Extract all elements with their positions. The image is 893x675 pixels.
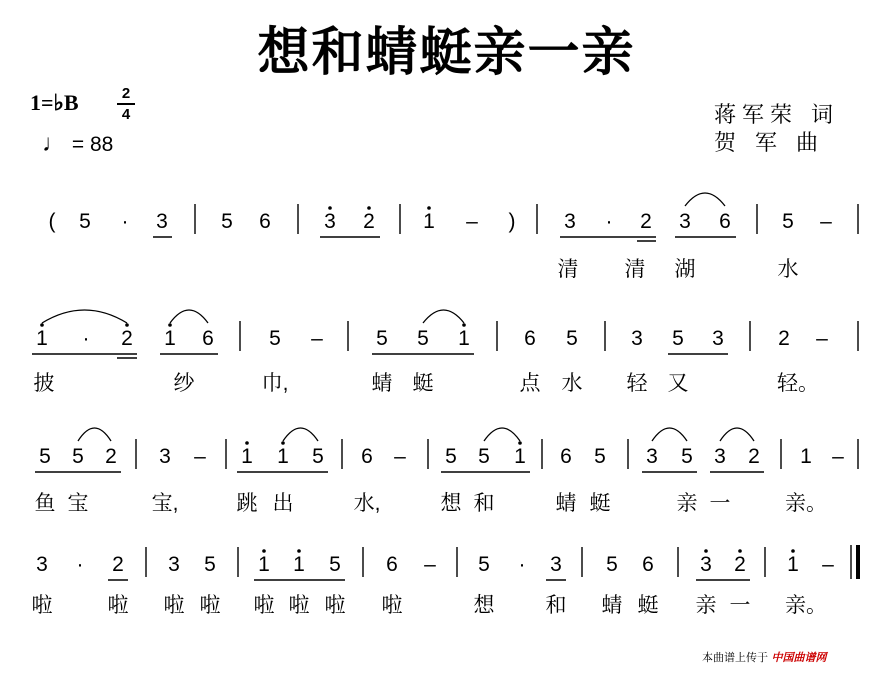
dot: · — [518, 553, 526, 576]
note: 1 — [787, 553, 799, 576]
note: 6 — [719, 210, 731, 233]
slur — [170, 310, 208, 323]
note: 5 — [312, 445, 324, 468]
lyric: 轻 — [626, 372, 648, 395]
note: 6 — [202, 327, 214, 350]
lyric: 蜻 — [601, 594, 623, 617]
note: 1 — [293, 553, 305, 576]
note: 1 — [514, 445, 526, 468]
note: 3 — [646, 445, 658, 468]
dash: – — [816, 327, 828, 350]
footer-uploaded: 本曲谱上传于 — [702, 651, 768, 664]
time-bottom: 4 — [121, 106, 131, 123]
note: 1 — [423, 210, 435, 233]
note: 1 — [258, 553, 270, 576]
lyric: 啦 — [107, 594, 129, 617]
dot: · — [76, 553, 84, 576]
lyric: 清 — [624, 258, 646, 281]
high-dot — [462, 323, 466, 327]
lyric: 跳 — [236, 492, 258, 515]
high-dot — [518, 441, 522, 445]
note: 5 — [681, 445, 693, 468]
lyric: 想 — [440, 492, 462, 515]
lyric: 啦 — [163, 594, 185, 617]
note: 6 — [524, 327, 536, 350]
note: 3 — [550, 553, 562, 576]
lyric: 亲 — [676, 492, 698, 515]
lyric: 轻。 — [777, 372, 819, 395]
slur — [720, 428, 754, 441]
footer — [702, 649, 827, 665]
page-title: 想和蜻蜓亲一亲 — [257, 23, 636, 83]
paren: ) — [508, 210, 516, 233]
note: 5 — [478, 553, 490, 576]
note: 3 — [36, 553, 48, 576]
high-dot — [297, 549, 301, 553]
high-dot — [125, 323, 129, 327]
high-dot — [262, 549, 266, 553]
lyric: 一 — [729, 594, 751, 617]
lyric: 啦 — [324, 594, 346, 617]
note: 5 — [72, 445, 84, 468]
high-dot — [281, 441, 285, 445]
dash: – — [466, 210, 478, 233]
dot: · — [82, 327, 90, 350]
lyric: 亲。 — [785, 594, 827, 617]
note: 5 — [417, 327, 429, 350]
dash: – — [394, 445, 406, 468]
note: 6 — [361, 445, 373, 468]
time-top: 2 — [121, 85, 131, 102]
note: 2 — [112, 553, 124, 576]
lyric: 巾, — [261, 372, 289, 395]
dash: – — [311, 327, 323, 350]
note: 5 — [79, 210, 91, 233]
note: 1 — [277, 445, 289, 468]
lyric: 啦 — [199, 594, 221, 617]
note: 5 — [566, 327, 578, 350]
note: 3 — [168, 553, 180, 576]
note: 3 — [714, 445, 726, 468]
note: 1 — [241, 445, 253, 468]
high-dot — [367, 206, 371, 210]
note: 5 — [606, 553, 618, 576]
note: 3 — [631, 327, 643, 350]
lyric: 水, — [353, 492, 381, 515]
note: 6 — [642, 553, 654, 576]
dash: – — [820, 210, 832, 233]
lyric: 蜓 — [412, 372, 434, 395]
note: 5 — [329, 553, 341, 576]
note: 3 — [679, 210, 691, 233]
note: 2 — [748, 445, 760, 468]
note: 3 — [712, 327, 724, 350]
lyric: 水 — [777, 258, 799, 281]
note: 3 — [159, 445, 171, 468]
note: 2 — [121, 327, 133, 350]
note: 5 — [478, 445, 490, 468]
lyric: 鱼 — [34, 492, 56, 515]
slur — [652, 428, 687, 441]
note: 6 — [259, 210, 271, 233]
note: 5 — [782, 210, 794, 233]
composer-credit: 贺 军 曲 — [714, 131, 824, 156]
lyric: 清 — [557, 258, 579, 281]
high-dot — [40, 323, 44, 327]
lyric: 啦 — [381, 594, 403, 617]
high-dot — [168, 323, 172, 327]
slur — [423, 310, 464, 323]
note: 1 — [800, 445, 812, 468]
lyric: 纱 — [173, 372, 195, 395]
lyric: 宝, — [151, 492, 179, 515]
note: 1 — [458, 327, 470, 350]
note: 3 — [700, 553, 712, 576]
note: 6 — [560, 445, 572, 468]
quarter-note-icon: ♩ — [42, 130, 66, 157]
slur — [484, 428, 520, 441]
lyric: 湖 — [674, 258, 696, 281]
note: 1 — [164, 327, 176, 350]
lyric: 又 — [667, 372, 689, 395]
high-dot — [328, 206, 332, 210]
lyric: 宝 — [67, 492, 89, 515]
high-dot — [427, 206, 431, 210]
note: 3 — [564, 210, 576, 233]
slur — [685, 193, 725, 206]
high-dot — [791, 549, 795, 553]
note: 2 — [105, 445, 117, 468]
note: 2 — [640, 210, 652, 233]
lyric: 披 — [33, 372, 55, 395]
note: 5 — [445, 445, 457, 468]
dot: · — [605, 210, 613, 233]
note: 5 — [672, 327, 684, 350]
lyric: 水 — [561, 372, 583, 395]
high-dot — [245, 441, 249, 445]
lyric: 想 — [473, 594, 495, 617]
lyric: 蜓 — [589, 492, 611, 515]
dash: – — [424, 553, 436, 576]
note: 2 — [363, 210, 375, 233]
dash: – — [832, 445, 844, 468]
high-dot — [704, 549, 708, 553]
lyric: 亲。 — [785, 492, 827, 515]
lyric: 亲 — [695, 594, 717, 617]
note: 3 — [324, 210, 336, 233]
note: 5 — [594, 445, 606, 468]
note: 3 — [156, 210, 168, 233]
lyricist-credit: 蒋军荣 词 — [714, 103, 839, 128]
note: 6 — [386, 553, 398, 576]
slur — [78, 428, 111, 441]
dash: – — [822, 553, 834, 576]
note: 5 — [221, 210, 233, 233]
note: 5 — [376, 327, 388, 350]
note: 5 — [204, 553, 216, 576]
note: 2 — [778, 327, 790, 350]
note: 5 — [39, 445, 51, 468]
high-dot — [738, 549, 742, 553]
lyric: 蜻 — [555, 492, 577, 515]
lyric: 蜻 — [371, 372, 393, 395]
lyric: 蜓 — [637, 594, 659, 617]
note: 1 — [36, 327, 48, 350]
dot: · — [121, 210, 129, 233]
site-logo: 中国曲谱网 — [771, 651, 827, 664]
dash: – — [194, 445, 206, 468]
lyric: 啦 — [253, 594, 275, 617]
lyric: 出 — [272, 492, 294, 515]
lyric: 啦 — [31, 594, 53, 617]
lyric: 和 — [473, 492, 495, 515]
paren: ( — [48, 210, 56, 233]
tempo-value: = 88 — [71, 133, 114, 156]
lyric: 点 — [519, 372, 541, 395]
note: 2 — [734, 553, 746, 576]
lyric: 啦 — [288, 594, 310, 617]
key-signature: 1=♭B — [30, 90, 79, 115]
lyric: 一 — [709, 492, 731, 515]
slur — [42, 310, 127, 323]
note: 5 — [269, 327, 281, 350]
slur — [283, 428, 318, 441]
lyric: 和 — [545, 594, 567, 617]
